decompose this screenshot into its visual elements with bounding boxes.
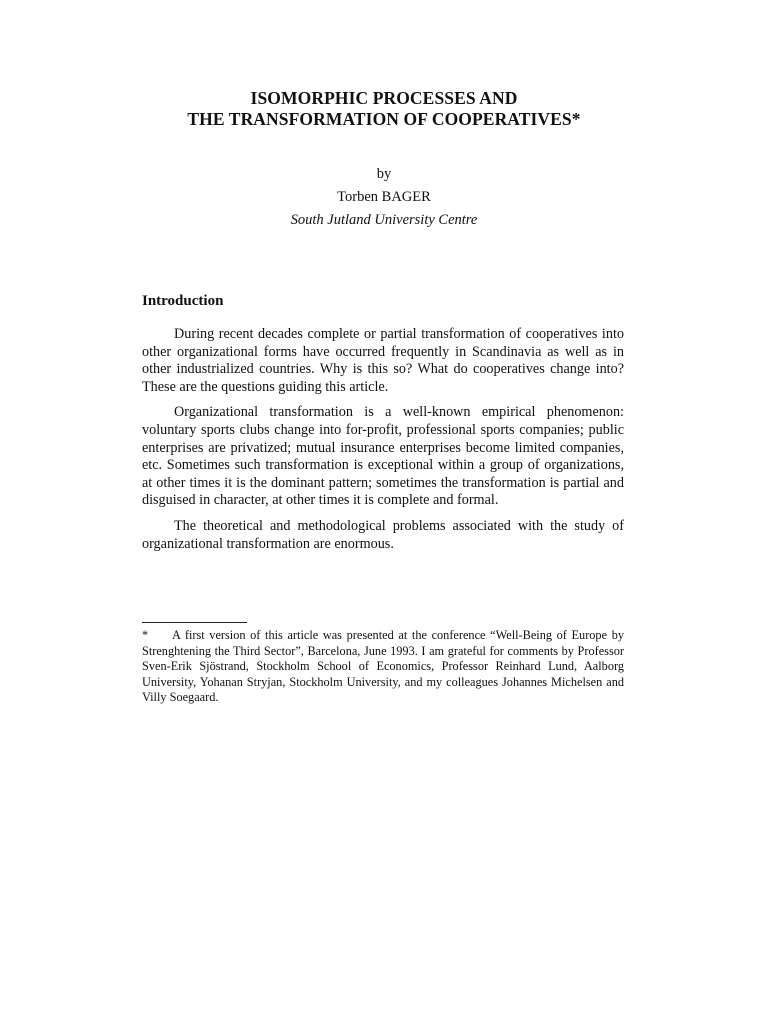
paragraph-1: During recent decades complete or partial transformation of cooperatives into other organizational forms have occurred frequently in Scandinavia as well as in other industrialized countries. Why is this so? What do cooperatives change into? These are the questions guiding this article. — [142, 326, 624, 395]
paper-title — [0, 88, 768, 130]
author-affiliation: South Jutland University Centre — [290, 212, 478, 228]
byline — [0, 163, 768, 232]
footnote-text: A first version of this article was presented at the conference “Well-Being of Europe by Strenghtening the Third Sector”, Barcelona, June 1993. I am grateful for comments by Professor Sven-Erik Sjöstrand, Stockholm School of Economics, Professor Reinhard Lund, Aalborg University, Yohanan Stryjan, Stockholm University, and my colleagues Johannes Michelsen and Villy Soegaard. — [142, 628, 624, 705]
paragraph-2: Organizational transformation is a well-known empirical phenomenon: voluntary sports clubs change into for-profit, professional sports companies; public enterprises are privatized; mutual insurance enterprises become limited companies, etc. Sometimes such transformation is exceptional within a group of organizations, at other times it is the dominant pattern; sometimes the transformation is partial and disguised in character, at other times it is complete and formal. — [142, 404, 624, 509]
footnote — [142, 628, 624, 706]
byline-by: by — [376, 166, 392, 182]
title-line-2: THE TRANSFORMATION OF COOPERATIVES* — [187, 109, 581, 129]
section-heading: Introduction — [142, 293, 224, 309]
author-name: Torben BAGER — [337, 189, 431, 205]
body-text — [142, 326, 624, 561]
footnote-divider — [142, 622, 247, 623]
paragraph-3: The theoretical and methodological problems associated with the study of organizational transformation are enormous. — [142, 517, 624, 552]
title-line-1: ISOMORPHIC PROCESSES AND — [250, 88, 518, 108]
footnote-marker: * — [142, 628, 149, 642]
